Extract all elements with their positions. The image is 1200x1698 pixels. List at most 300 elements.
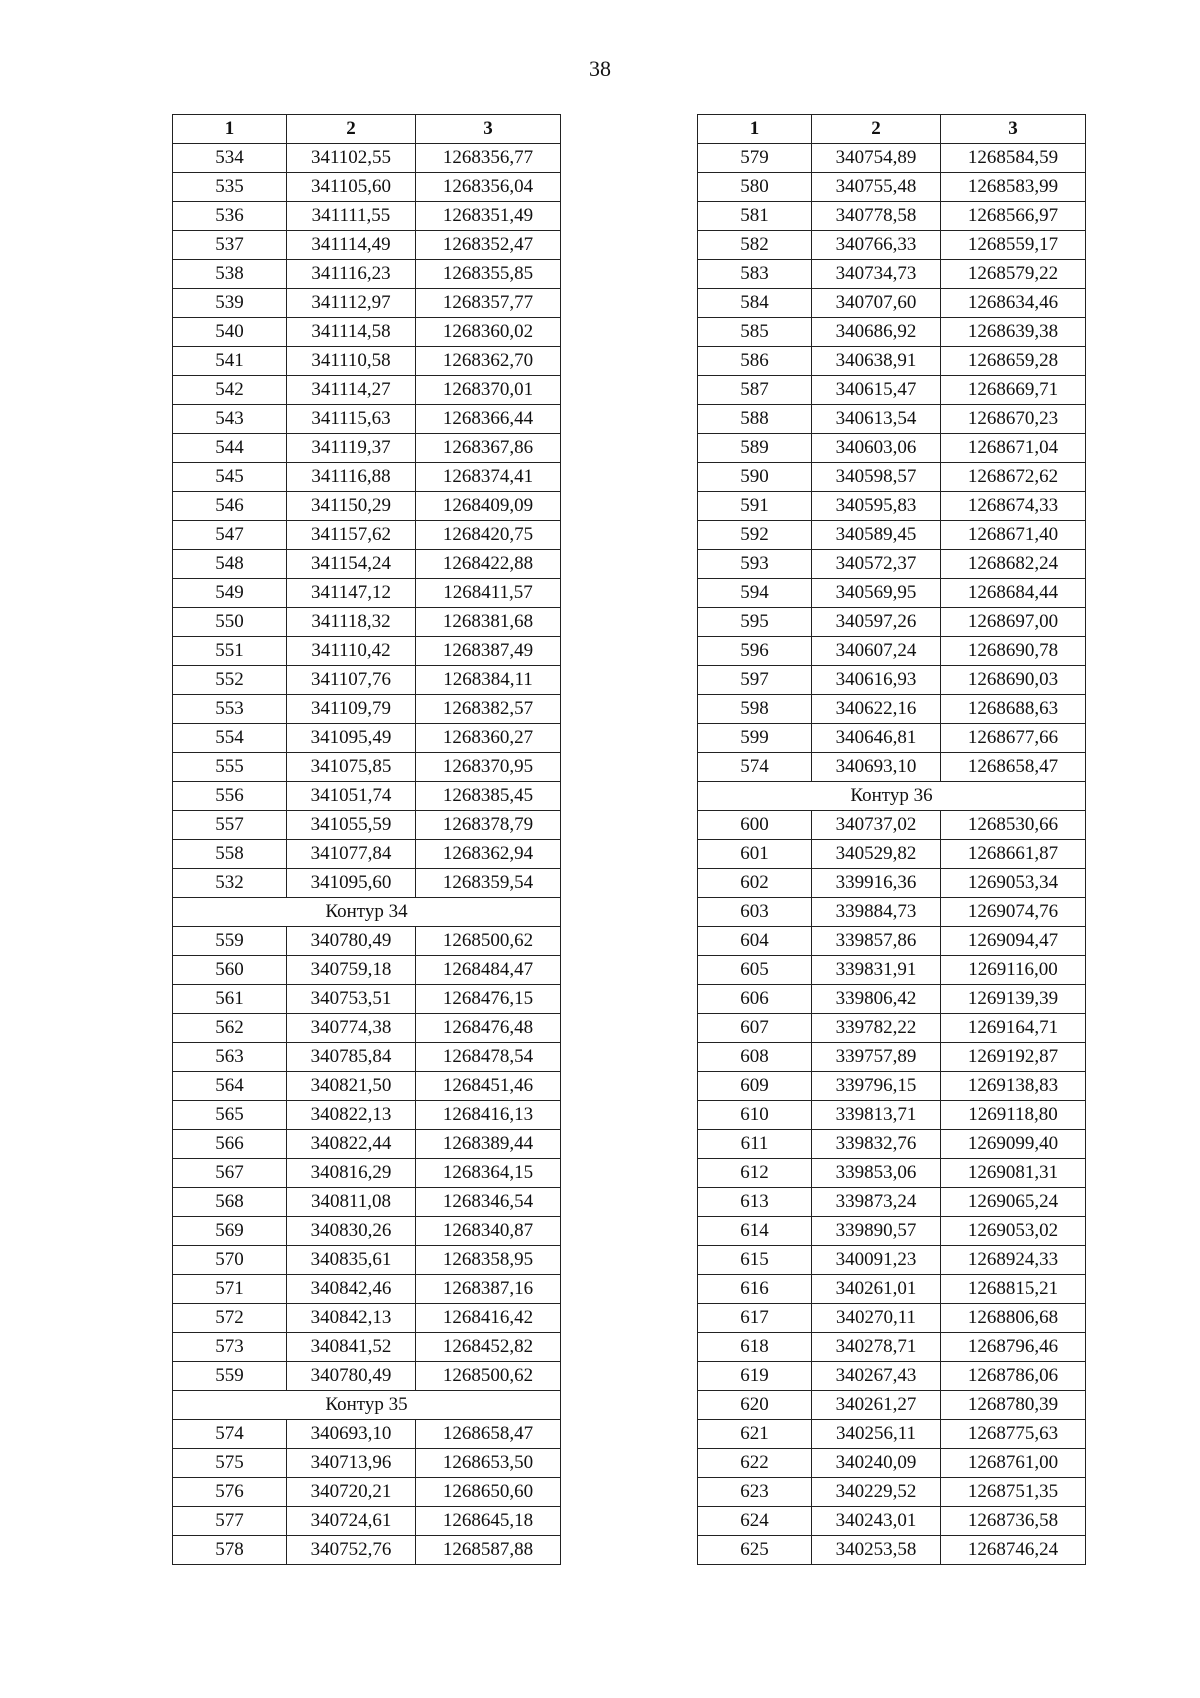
y-coordinate-cell: 1268374,41	[416, 463, 561, 492]
point-number-cell: 566	[173, 1130, 287, 1159]
point-number-cell: 576	[173, 1478, 287, 1507]
y-coordinate-cell: 1268677,66	[941, 724, 1086, 753]
point-number-cell: 580	[698, 173, 812, 202]
table-row	[173, 1101, 561, 1130]
table-row	[173, 1304, 561, 1333]
x-coordinate-cell: 340780,49	[287, 1362, 416, 1391]
x-coordinate-cell: 340243,01	[812, 1507, 941, 1536]
x-coordinate-cell: 340811,08	[287, 1188, 416, 1217]
x-coordinate-cell: 340267,43	[812, 1362, 941, 1391]
table-row	[698, 869, 1086, 898]
x-coordinate-cell: 340822,13	[287, 1101, 416, 1130]
y-coordinate-cell: 1269081,31	[941, 1159, 1086, 1188]
y-coordinate-cell: 1268746,24	[941, 1536, 1086, 1565]
section-label: Контур 36	[698, 782, 1086, 811]
x-coordinate-cell: 341105,60	[287, 173, 416, 202]
table-row	[698, 434, 1086, 463]
point-number-cell: 548	[173, 550, 287, 579]
y-coordinate-cell: 1268634,46	[941, 289, 1086, 318]
y-coordinate-cell: 1269138,83	[941, 1072, 1086, 1101]
x-coordinate-cell: 339832,76	[812, 1130, 941, 1159]
y-coordinate-cell: 1268587,88	[416, 1536, 561, 1565]
x-coordinate-cell: 341112,97	[287, 289, 416, 318]
table-row	[173, 1507, 561, 1536]
x-coordinate-cell: 341114,58	[287, 318, 416, 347]
point-number-cell: 554	[173, 724, 287, 753]
point-number-cell: 598	[698, 695, 812, 724]
point-number-cell: 606	[698, 985, 812, 1014]
table-row	[173, 1420, 561, 1449]
point-number-cell: 544	[173, 434, 287, 463]
x-coordinate-cell: 339782,22	[812, 1014, 941, 1043]
table-row	[173, 289, 561, 318]
x-coordinate-cell: 339796,15	[812, 1072, 941, 1101]
y-coordinate-cell: 1268682,24	[941, 550, 1086, 579]
y-coordinate-cell: 1268452,82	[416, 1333, 561, 1362]
x-coordinate-cell: 339813,71	[812, 1101, 941, 1130]
y-coordinate-cell: 1269139,39	[941, 985, 1086, 1014]
table-row	[698, 1130, 1086, 1159]
point-number-cell: 595	[698, 608, 812, 637]
y-coordinate-cell: 1268416,13	[416, 1101, 561, 1130]
table-row	[698, 1304, 1086, 1333]
y-coordinate-cell: 1268360,02	[416, 318, 561, 347]
point-number-cell: 599	[698, 724, 812, 753]
y-coordinate-cell: 1268382,57	[416, 695, 561, 724]
table-row	[698, 927, 1086, 956]
x-coordinate-cell: 340261,27	[812, 1391, 941, 1420]
x-coordinate-cell: 340816,29	[287, 1159, 416, 1188]
table-row	[173, 1246, 561, 1275]
point-number-cell: 623	[698, 1478, 812, 1507]
y-coordinate-cell: 1269053,34	[941, 869, 1086, 898]
x-coordinate-cell: 340686,92	[812, 318, 941, 347]
y-coordinate-cell: 1268671,40	[941, 521, 1086, 550]
x-coordinate-cell: 341118,32	[287, 608, 416, 637]
y-coordinate-cell: 1268370,01	[416, 376, 561, 405]
table-row	[173, 1536, 561, 1565]
x-coordinate-cell: 340752,76	[287, 1536, 416, 1565]
x-coordinate-cell: 340707,60	[812, 289, 941, 318]
table-row	[173, 1188, 561, 1217]
table-row	[698, 318, 1086, 347]
table-row	[698, 1420, 1086, 1449]
header-cell-1: 1	[698, 115, 812, 144]
table-row	[698, 956, 1086, 985]
point-number-cell: 589	[698, 434, 812, 463]
table-row	[698, 811, 1086, 840]
y-coordinate-cell: 1268416,42	[416, 1304, 561, 1333]
x-coordinate-cell: 340603,06	[812, 434, 941, 463]
point-number-cell: 602	[698, 869, 812, 898]
x-coordinate-cell: 341051,74	[287, 782, 416, 811]
y-coordinate-cell: 1268451,46	[416, 1072, 561, 1101]
point-number-cell: 559	[173, 1362, 287, 1391]
y-coordinate-cell: 1268476,15	[416, 985, 561, 1014]
y-coordinate-cell: 1268584,59	[941, 144, 1086, 173]
point-number-cell: 597	[698, 666, 812, 695]
x-coordinate-cell: 340737,02	[812, 811, 941, 840]
x-coordinate-cell: 340229,52	[812, 1478, 941, 1507]
y-coordinate-cell: 1268671,04	[941, 434, 1086, 463]
point-number-cell: 578	[173, 1536, 287, 1565]
x-coordinate-cell: 340734,73	[812, 260, 941, 289]
table-row	[173, 376, 561, 405]
x-coordinate-cell: 339884,73	[812, 898, 941, 927]
table-row	[173, 492, 561, 521]
y-coordinate-cell: 1268658,47	[941, 753, 1086, 782]
point-number-cell: 555	[173, 753, 287, 782]
table-row	[698, 898, 1086, 927]
y-coordinate-cell: 1268924,33	[941, 1246, 1086, 1275]
table-row	[173, 637, 561, 666]
y-coordinate-cell: 1268659,28	[941, 347, 1086, 376]
y-coordinate-cell: 1269094,47	[941, 927, 1086, 956]
point-number-cell: 579	[698, 144, 812, 173]
table-row	[698, 1188, 1086, 1217]
y-coordinate-cell: 1268796,46	[941, 1333, 1086, 1362]
point-number-cell: 547	[173, 521, 287, 550]
y-coordinate-cell: 1268478,54	[416, 1043, 561, 1072]
table-header-row	[173, 115, 561, 144]
point-number-cell: 586	[698, 347, 812, 376]
point-number-cell: 610	[698, 1101, 812, 1130]
y-coordinate-cell: 1268736,58	[941, 1507, 1086, 1536]
point-number-cell: 594	[698, 579, 812, 608]
point-number-cell: 561	[173, 985, 287, 1014]
table-row	[698, 1536, 1086, 1565]
y-coordinate-cell: 1268364,15	[416, 1159, 561, 1188]
x-coordinate-cell: 341154,24	[287, 550, 416, 579]
point-number-cell: 593	[698, 550, 812, 579]
table-row	[173, 666, 561, 695]
y-coordinate-cell: 1268672,62	[941, 463, 1086, 492]
table-row	[173, 724, 561, 753]
y-coordinate-cell: 1269074,76	[941, 898, 1086, 927]
x-coordinate-cell: 341102,55	[287, 144, 416, 173]
table-row	[173, 811, 561, 840]
y-coordinate-cell: 1268530,66	[941, 811, 1086, 840]
point-number-cell: 535	[173, 173, 287, 202]
x-coordinate-cell: 340778,58	[812, 202, 941, 231]
y-coordinate-cell: 1268650,60	[416, 1478, 561, 1507]
y-coordinate-cell: 1268387,49	[416, 637, 561, 666]
table-row	[698, 1159, 1086, 1188]
y-coordinate-cell: 1268690,03	[941, 666, 1086, 695]
y-coordinate-cell: 1268690,78	[941, 637, 1086, 666]
header-cell-3: 3	[941, 115, 1086, 144]
x-coordinate-cell: 340607,24	[812, 637, 941, 666]
table-row	[698, 289, 1086, 318]
point-number-cell: 541	[173, 347, 287, 376]
x-coordinate-cell: 340256,11	[812, 1420, 941, 1449]
x-coordinate-cell: 340693,10	[287, 1420, 416, 1449]
x-coordinate-cell: 340589,45	[812, 521, 941, 550]
x-coordinate-cell: 341119,37	[287, 434, 416, 463]
y-coordinate-cell: 1268688,63	[941, 695, 1086, 724]
point-number-cell: 558	[173, 840, 287, 869]
point-number-cell: 581	[698, 202, 812, 231]
table-row	[698, 1333, 1086, 1362]
x-coordinate-cell: 341147,12	[287, 579, 416, 608]
table-row	[698, 1391, 1086, 1420]
x-coordinate-cell: 340595,83	[812, 492, 941, 521]
y-coordinate-cell: 1268684,44	[941, 579, 1086, 608]
point-number-cell: 625	[698, 1536, 812, 1565]
table-row	[173, 1362, 561, 1391]
point-number-cell: 613	[698, 1188, 812, 1217]
point-number-cell: 620	[698, 1391, 812, 1420]
y-coordinate-cell: 1268761,00	[941, 1449, 1086, 1478]
table-row	[698, 376, 1086, 405]
y-coordinate-cell: 1268362,94	[416, 840, 561, 869]
y-coordinate-cell: 1268362,70	[416, 347, 561, 376]
point-number-cell: 542	[173, 376, 287, 405]
x-coordinate-cell: 341077,84	[287, 840, 416, 869]
y-coordinate-cell: 1268661,87	[941, 840, 1086, 869]
y-coordinate-cell: 1268786,06	[941, 1362, 1086, 1391]
table-row	[173, 579, 561, 608]
y-coordinate-cell: 1268697,00	[941, 608, 1086, 637]
table-row	[698, 666, 1086, 695]
table-row	[173, 608, 561, 637]
table-row	[173, 782, 561, 811]
point-number-cell: 592	[698, 521, 812, 550]
header-cell-2: 2	[812, 115, 941, 144]
point-number-cell: 571	[173, 1275, 287, 1304]
x-coordinate-cell: 340754,89	[812, 144, 941, 173]
header-cell-2: 2	[287, 115, 416, 144]
y-coordinate-cell: 1268346,54	[416, 1188, 561, 1217]
x-coordinate-cell: 340822,44	[287, 1130, 416, 1159]
y-coordinate-cell: 1268381,68	[416, 608, 561, 637]
y-coordinate-cell: 1268367,86	[416, 434, 561, 463]
point-number-cell: 550	[173, 608, 287, 637]
point-number-cell: 573	[173, 1333, 287, 1362]
y-coordinate-cell: 1269065,24	[941, 1188, 1086, 1217]
table-row	[698, 1217, 1086, 1246]
table-row	[698, 521, 1086, 550]
point-number-cell: 615	[698, 1246, 812, 1275]
point-number-cell: 612	[698, 1159, 812, 1188]
y-coordinate-cell: 1268806,68	[941, 1304, 1086, 1333]
x-coordinate-cell: 340638,91	[812, 347, 941, 376]
y-coordinate-cell: 1268356,04	[416, 173, 561, 202]
y-coordinate-cell: 1268653,50	[416, 1449, 561, 1478]
x-coordinate-cell: 340572,37	[812, 550, 941, 579]
point-number-cell: 538	[173, 260, 287, 289]
x-coordinate-cell: 340693,10	[812, 753, 941, 782]
point-number-cell: 565	[173, 1101, 287, 1130]
coordinates-table-left	[172, 114, 561, 1565]
point-number-cell: 560	[173, 956, 287, 985]
table-row	[698, 579, 1086, 608]
header-cell-1: 1	[173, 115, 287, 144]
point-number-cell: 545	[173, 463, 287, 492]
y-coordinate-cell: 1268370,95	[416, 753, 561, 782]
table-row	[173, 840, 561, 869]
y-coordinate-cell: 1268355,85	[416, 260, 561, 289]
table-row	[698, 724, 1086, 753]
y-coordinate-cell: 1268360,27	[416, 724, 561, 753]
table-row	[173, 985, 561, 1014]
y-coordinate-cell: 1268340,87	[416, 1217, 561, 1246]
x-coordinate-cell: 340724,61	[287, 1507, 416, 1536]
y-coordinate-cell: 1268420,75	[416, 521, 561, 550]
point-number-cell: 577	[173, 1507, 287, 1536]
point-number-cell: 588	[698, 405, 812, 434]
y-coordinate-cell: 1268751,35	[941, 1478, 1086, 1507]
point-number-cell: 539	[173, 289, 287, 318]
y-coordinate-cell: 1268387,16	[416, 1275, 561, 1304]
table-row	[173, 869, 561, 898]
section-label: Контур 34	[173, 898, 561, 927]
table-row	[173, 753, 561, 782]
y-coordinate-cell: 1268484,47	[416, 956, 561, 985]
point-number-cell: 582	[698, 231, 812, 260]
x-coordinate-cell: 340622,16	[812, 695, 941, 724]
x-coordinate-cell: 340753,51	[287, 985, 416, 1014]
x-coordinate-cell: 340835,61	[287, 1246, 416, 1275]
table-row	[698, 173, 1086, 202]
x-coordinate-cell: 341116,23	[287, 260, 416, 289]
table-row	[173, 202, 561, 231]
point-number-cell: 574	[173, 1420, 287, 1449]
x-coordinate-cell: 341157,62	[287, 521, 416, 550]
table-row	[173, 144, 561, 173]
point-number-cell: 574	[698, 753, 812, 782]
table-row	[698, 550, 1086, 579]
point-number-cell: 591	[698, 492, 812, 521]
y-coordinate-cell: 1269192,87	[941, 1043, 1086, 1072]
x-coordinate-cell: 340615,47	[812, 376, 941, 405]
table-row	[173, 1478, 561, 1507]
x-coordinate-cell: 341115,63	[287, 405, 416, 434]
table-row	[698, 463, 1086, 492]
y-coordinate-cell: 1268356,77	[416, 144, 561, 173]
y-coordinate-cell: 1268780,39	[941, 1391, 1086, 1420]
y-coordinate-cell: 1268357,77	[416, 289, 561, 318]
coordinates-table-right	[697, 114, 1086, 1565]
x-coordinate-cell: 340240,09	[812, 1449, 941, 1478]
table-row	[173, 347, 561, 376]
table-row	[698, 231, 1086, 260]
point-number-cell: 556	[173, 782, 287, 811]
y-coordinate-cell: 1268674,33	[941, 492, 1086, 521]
table-row	[173, 260, 561, 289]
point-number-cell: 603	[698, 898, 812, 927]
x-coordinate-cell: 341150,29	[287, 492, 416, 521]
table-row	[173, 434, 561, 463]
y-coordinate-cell: 1268815,21	[941, 1275, 1086, 1304]
point-number-cell: 584	[698, 289, 812, 318]
y-coordinate-cell: 1269099,40	[941, 1130, 1086, 1159]
x-coordinate-cell: 340720,21	[287, 1478, 416, 1507]
x-coordinate-cell: 340821,50	[287, 1072, 416, 1101]
point-number-cell: 587	[698, 376, 812, 405]
x-coordinate-cell: 340841,52	[287, 1333, 416, 1362]
page-number: 38	[589, 56, 611, 81]
point-number-cell: 540	[173, 318, 287, 347]
table-row	[173, 956, 561, 985]
table-row	[173, 927, 561, 956]
point-number-cell: 564	[173, 1072, 287, 1101]
table-row	[173, 1043, 561, 1072]
x-coordinate-cell: 341116,88	[287, 463, 416, 492]
x-coordinate-cell: 340713,96	[287, 1449, 416, 1478]
point-number-cell: 590	[698, 463, 812, 492]
table-row	[173, 1072, 561, 1101]
x-coordinate-cell: 339890,57	[812, 1217, 941, 1246]
point-number-cell: 537	[173, 231, 287, 260]
y-coordinate-cell: 1268384,11	[416, 666, 561, 695]
point-number-cell: 534	[173, 144, 287, 173]
x-coordinate-cell: 341055,59	[287, 811, 416, 840]
x-coordinate-cell: 341095,60	[287, 869, 416, 898]
table-row	[698, 1101, 1086, 1130]
table-row	[173, 173, 561, 202]
x-coordinate-cell: 341107,76	[287, 666, 416, 695]
y-coordinate-cell: 1268366,44	[416, 405, 561, 434]
y-coordinate-cell: 1268583,99	[941, 173, 1086, 202]
x-coordinate-cell: 340830,26	[287, 1217, 416, 1246]
y-coordinate-cell: 1268658,47	[416, 1420, 561, 1449]
x-coordinate-cell: 340842,46	[287, 1275, 416, 1304]
point-number-cell: 619	[698, 1362, 812, 1391]
table-row	[173, 463, 561, 492]
point-number-cell: 543	[173, 405, 287, 434]
table-row	[698, 1362, 1086, 1391]
y-coordinate-cell: 1269164,71	[941, 1014, 1086, 1043]
y-coordinate-cell: 1268351,49	[416, 202, 561, 231]
point-number-cell: 611	[698, 1130, 812, 1159]
table-row	[698, 1275, 1086, 1304]
table-row	[173, 521, 561, 550]
point-number-cell: 596	[698, 637, 812, 666]
y-coordinate-cell: 1268378,79	[416, 811, 561, 840]
table-row	[698, 1043, 1086, 1072]
table-row	[173, 318, 561, 347]
x-coordinate-cell: 340616,93	[812, 666, 941, 695]
point-number-cell: 569	[173, 1217, 287, 1246]
point-number-cell: 568	[173, 1188, 287, 1217]
y-coordinate-cell: 1268775,63	[941, 1420, 1086, 1449]
point-number-cell: 617	[698, 1304, 812, 1333]
point-number-cell: 583	[698, 260, 812, 289]
table-row	[698, 260, 1086, 289]
table-row	[173, 550, 561, 579]
point-number-cell: 618	[698, 1333, 812, 1362]
table-row	[698, 202, 1086, 231]
y-coordinate-cell: 1268669,71	[941, 376, 1086, 405]
point-number-cell: 549	[173, 579, 287, 608]
y-coordinate-cell: 1269116,00	[941, 956, 1086, 985]
table-row	[698, 608, 1086, 637]
table-header-row	[698, 115, 1086, 144]
table-row	[698, 753, 1086, 782]
table-row	[698, 1478, 1086, 1507]
x-coordinate-cell: 339857,86	[812, 927, 941, 956]
x-coordinate-cell: 341109,79	[287, 695, 416, 724]
point-number-cell: 553	[173, 695, 287, 724]
point-number-cell: 601	[698, 840, 812, 869]
table-row	[698, 1507, 1086, 1536]
table-row	[698, 1246, 1086, 1275]
table-row	[173, 1130, 561, 1159]
table-row	[173, 695, 561, 724]
table-row	[698, 144, 1086, 173]
x-coordinate-cell: 339853,06	[812, 1159, 941, 1188]
